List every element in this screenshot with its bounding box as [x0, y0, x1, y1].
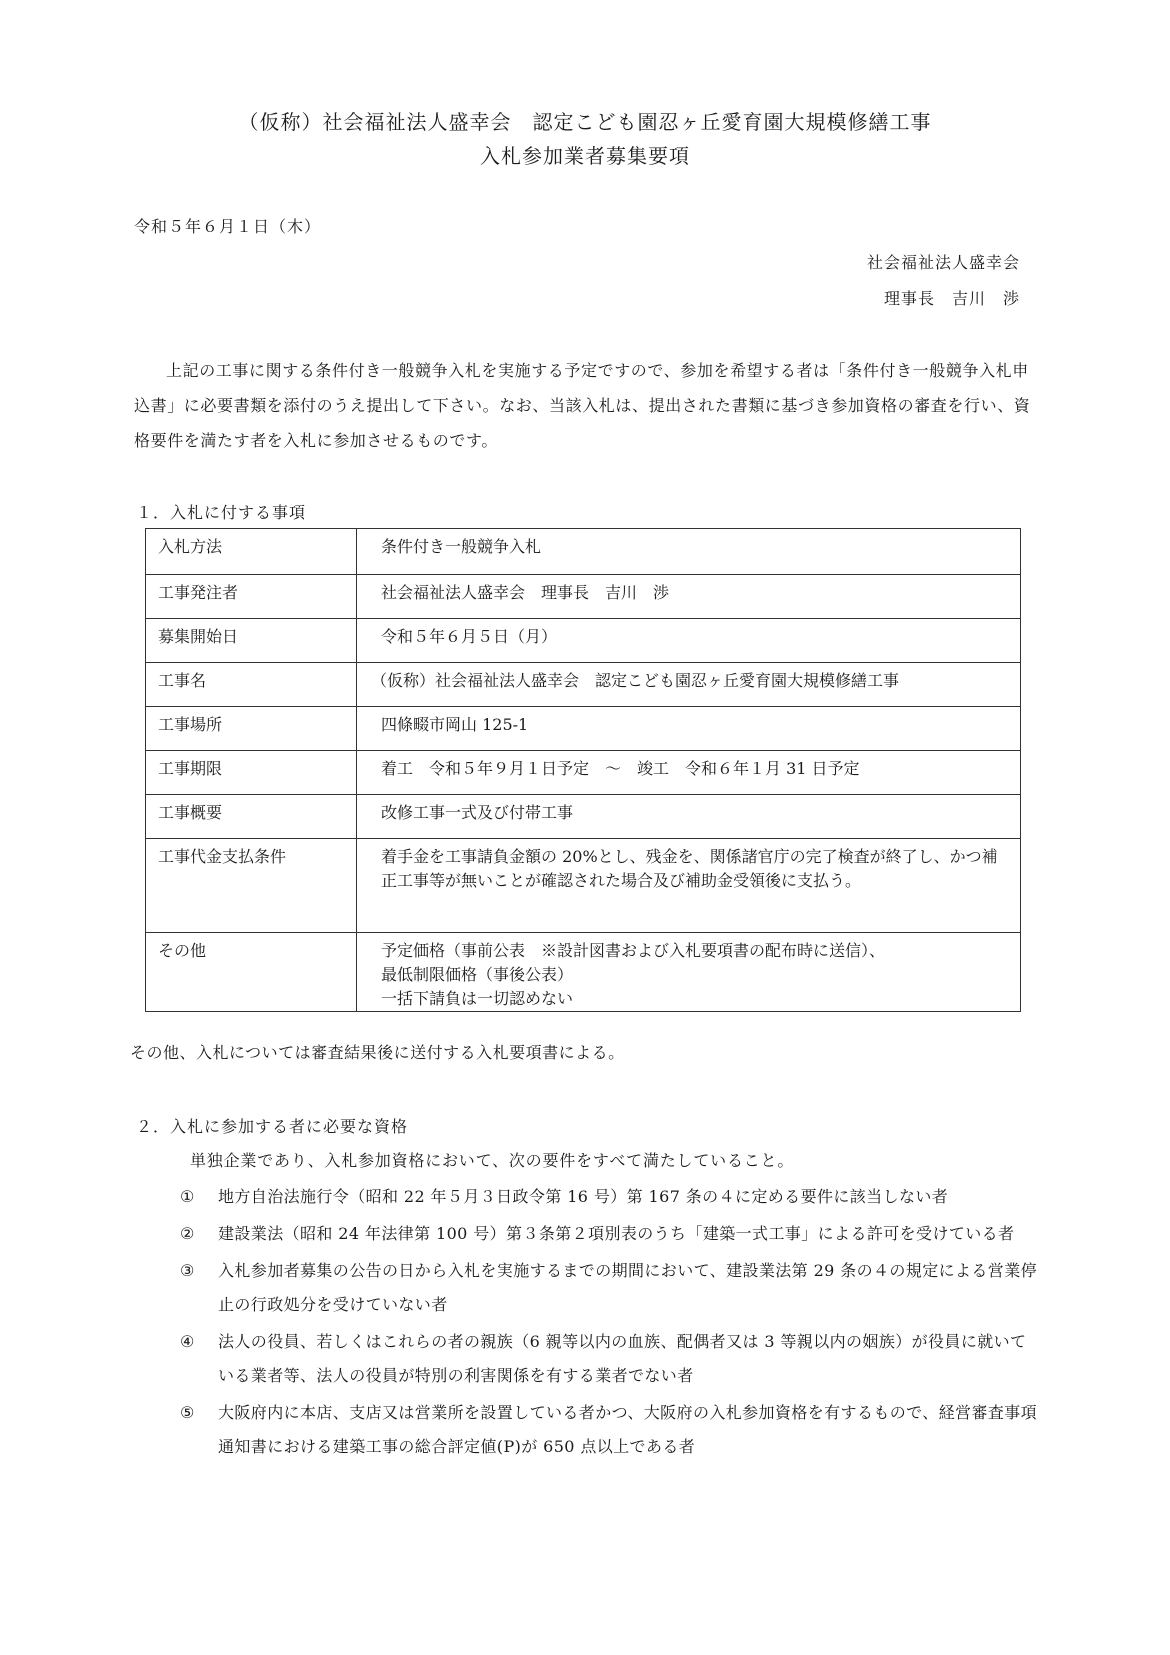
item-number: ⑤ [180, 1403, 195, 1422]
table-row [146, 839, 1021, 933]
list-item [180, 1396, 1040, 1464]
document-subtitle: 入札参加業者募集要項 [480, 144, 690, 168]
row-value: 着手金を工事請負金額の 20%とし、残金を、関係諸官庁の完了検査が終了し、かつ補正工事等が無いことが確認された場合及び補助金受領後に支払う。 [357, 839, 1021, 933]
row-value [357, 933, 1021, 1012]
item-number: ③ [180, 1261, 195, 1280]
row-key: 工事発注者 [146, 575, 357, 619]
issuer-organization: 社会福祉法人盛幸会 [866, 253, 1020, 272]
row-value: 改修工事一式及び付帯工事 [357, 795, 1021, 839]
list-item [180, 1217, 1040, 1251]
bid-items-table [145, 528, 1021, 1012]
section1-heading: １．入札に付する事項 [136, 503, 307, 522]
list-item [180, 1325, 1040, 1393]
table-row [146, 663, 1021, 707]
table-row [146, 707, 1021, 751]
section2-heading: ２．入札に参加する者に必要な資格 [136, 1117, 409, 1136]
table-row [146, 795, 1021, 839]
row-value: 四條畷市岡山 125-1 [357, 707, 1021, 751]
list-item [180, 1254, 1040, 1322]
item-number: ② [180, 1224, 195, 1243]
item-number: ④ [180, 1332, 195, 1351]
other-line: 最低制限価格（事後公表） [381, 965, 574, 984]
item-text: 建設業法（昭和 24 年法律第 100 号）第３条第２項別表のうち「建築一式工事」による許可を受けている者 [218, 1224, 1015, 1243]
row-value: （仮称）社会福祉法人盛幸会 認定こども園忍ヶ丘愛育園大規模修繕工事 [357, 663, 1021, 707]
row-value: 令和５年６月５日（月） [357, 619, 1021, 663]
row-key: 工事名 [146, 663, 357, 707]
issue-date: 令和５年６月１日（木） [134, 217, 322, 236]
row-value: 着工 令和５年９月１日予定 ～ 竣工 令和６年１月 31 日予定 [357, 751, 1021, 795]
row-key: 募集開始日 [146, 619, 357, 663]
item-text: 入札参加者募集の公告の日から入札を実施するまでの期間において、建設業法第 29 条の４の規定による営業停止の行政処分を受けていない者 [218, 1261, 1038, 1314]
item-text: 大阪府内に本店、支店又は営業所を設置している者かつ、大阪府の入札参加資格を有するもので、経営審査事項通知書における建築工事の総合評定値(P)が 650 点以上である者 [218, 1403, 1038, 1456]
row-key: 工事期限 [146, 751, 357, 795]
intro-paragraph: 上記の工事に関する条件付き一般競争入札を実施する予定ですので、参加を希望する者は「条件付き一般競争入札申込書」に必要書類を添付のうえ提出して下さい。なお、当該入札は、提出された書類に基づき参加資格の審査を行い、資格要件を満たす者を入札に参加させるものです。 [134, 361, 1031, 450]
requirements-list [180, 1180, 1040, 1467]
other-line: 予定価格（事前公表 ※設計図書および入札要項書の配布時に送信）、 [381, 941, 886, 960]
row-value: 条件付き一般競争入札 [357, 529, 1021, 575]
table-row [146, 529, 1021, 575]
document-title: （仮称）社会福祉法人盛幸会 認定こども園忍ヶ丘愛育園大規模修繕工事 [238, 110, 932, 134]
row-key: 工事場所 [146, 707, 357, 751]
table-row [146, 751, 1021, 795]
list-item [180, 1180, 1040, 1214]
item-number: ① [180, 1187, 195, 1206]
section2-lead: 単独企業であり、入札参加資格において、次の要件をすべて満たしていること。 [190, 1151, 795, 1170]
item-text: 地方自治法施行令（昭和 22 年５月３日政令第 16 号）第 167 条の４に定める要件に該当しない者 [218, 1187, 949, 1206]
row-key: 工事代金支払条件 [146, 839, 357, 933]
row-value: 社会福祉法人盛幸会 理事長 吉川 渉 [357, 575, 1021, 619]
row-key: 入札方法 [146, 529, 357, 575]
table-row [146, 575, 1021, 619]
item-text: 法人の役員、若しくはこれらの者の親族（6 親等以内の血族、配偶者又は 3 等親以内の姻族）が役員に就いている業者等、法人の役員が特別の利害関係を有する業者でない者 [218, 1332, 1027, 1385]
row-key: 工事概要 [146, 795, 357, 839]
row-key: その他 [146, 933, 357, 1012]
section1-footnote: その他、入札については審査結果後に送付する入札要項書による。 [130, 1043, 625, 1062]
other-line: 一括下請負は一切認めない [381, 989, 574, 1008]
table-row [146, 619, 1021, 663]
table-row [146, 933, 1021, 1012]
issuer-chairman: 理事長 吉川 渉 [883, 289, 1020, 308]
